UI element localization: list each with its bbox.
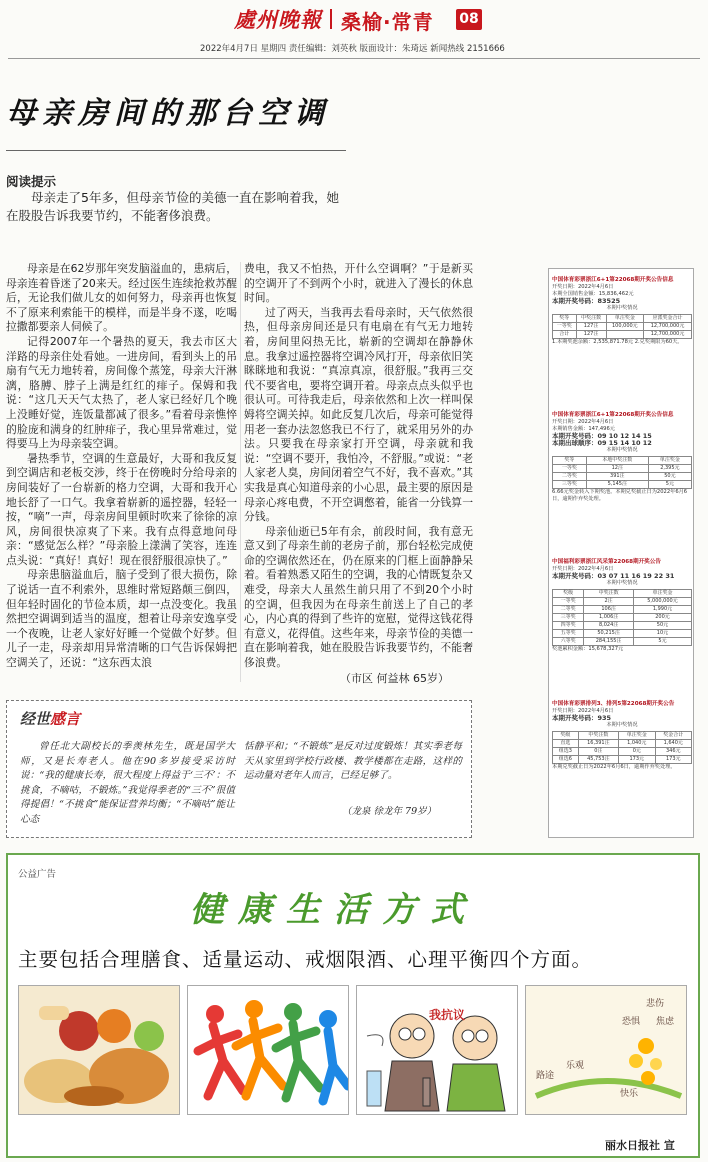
table-cell: 奖级 bbox=[553, 732, 579, 740]
ad-title: 健康生活方式 bbox=[190, 890, 478, 930]
lottery-table bbox=[552, 589, 692, 646]
winning-number: 03 07 11 16 19 22 31 bbox=[597, 572, 675, 580]
table-row bbox=[553, 481, 692, 489]
table-cell: 5元 bbox=[633, 638, 691, 646]
table-cell: 1,040元 bbox=[619, 740, 655, 748]
exercise-illustration bbox=[187, 985, 349, 1115]
lottery-line: 开奖日期：2022年4月6日 bbox=[552, 284, 614, 290]
lottery-title: 中国体育彩票浙江6+1第22068期开奖公告信息 bbox=[552, 277, 674, 283]
smoking-drinking-illustration bbox=[356, 985, 518, 1115]
table-cell: 单注奖金 bbox=[633, 590, 691, 598]
logo-prefix: 经世 bbox=[20, 710, 51, 728]
number-label: 本期开奖号码： bbox=[552, 572, 598, 580]
table-cell: 45,753注 bbox=[578, 756, 618, 764]
lottery-block bbox=[552, 412, 692, 503]
table-cell: 127注 bbox=[576, 331, 606, 339]
lottery-table bbox=[552, 314, 692, 339]
table-cell: 200元 bbox=[633, 614, 691, 622]
lottery-block bbox=[552, 559, 692, 653]
masthead-section-name: 桑榆·常青 bbox=[341, 10, 434, 34]
table-cell: 50,215注 bbox=[584, 630, 634, 638]
masthead-separator bbox=[330, 9, 332, 29]
table-row bbox=[553, 598, 692, 606]
lottery-line: 开奖日期：2022年4月6日 bbox=[552, 708, 614, 714]
quote-box-logo bbox=[20, 708, 80, 729]
table-row bbox=[553, 630, 692, 638]
lottery-table bbox=[552, 731, 692, 764]
table-cell: 127注 bbox=[576, 323, 606, 331]
paragraph: 母亲患脑溢血后，脑子受到了很大损伤，除了说话一直不利索外，思维时常短路颠三倒四，但年轻时固化的节俭本质，却一点没变化。我虽然把空调调到适当的温度，想着让母亲安逸享受一个夜晚，让老人家好好睡一个觉做个好梦。但儿子一走，母亲却用异常清晰的口气告诉保姆把空调关了，还说：“这东西太浪 bbox=[6, 568, 237, 670]
table-cell: 三等奖 bbox=[553, 614, 584, 622]
reading-tip-title: 阅读提示 bbox=[6, 174, 57, 189]
winning-number: 09 10 12 14 15 bbox=[597, 432, 652, 440]
table-header: 奖等 bbox=[553, 315, 577, 323]
table-row bbox=[553, 622, 692, 630]
table-cell: 8,024注 bbox=[584, 622, 634, 630]
number-label: 本期开奖号码： bbox=[552, 714, 598, 722]
lottery-block bbox=[552, 277, 692, 346]
table-cell: 一等奖 bbox=[553, 323, 577, 331]
lottery-subhead: 本期中奖情况 bbox=[606, 447, 638, 453]
lottery-title: 中国福利彩票浙江风采第22068期开奖公告 bbox=[552, 559, 661, 565]
lottery-line: 开奖日期：2022年4月6日 bbox=[552, 566, 614, 572]
lottery-block bbox=[552, 701, 692, 771]
table-row bbox=[553, 740, 692, 748]
reading-tip-text: 母亲走了5年多，但母亲节俭的美德一直在影响着我，她在股股告诉我要节约，不能奢侈浪费。 bbox=[6, 190, 339, 223]
quote-signature: （龙泉 徐龙年 79岁） bbox=[342, 806, 437, 817]
lottery-table bbox=[552, 456, 692, 489]
lottery-notes: 1.本期奖池余额：2,535,871.78元 2.兑奖期限为60天。 bbox=[552, 339, 683, 345]
table-cell: 0注 bbox=[578, 748, 618, 756]
ad-tag: 公益广告 bbox=[18, 869, 57, 880]
food-icon bbox=[19, 986, 180, 1115]
masthead-rule bbox=[8, 58, 700, 59]
table-cell: 单注奖金 bbox=[648, 457, 691, 465]
article-headline: 母亲房间的那台空调 bbox=[6, 96, 330, 131]
paragraph: 过了两天，当我再去看母亲时，天气依然很热，但母亲房间还是只有电扇在有气无力地转着，房间里闷热无比，崭新的空调却在静静休息。我拿过遥控器将空调冷风打开，母亲依旧笑眯眯地和我说：“真凉真凉，很舒服。”我再三交代不要省电，要将空调开着。母亲点点头似乎也很认可。可待我走后，母亲依然和上次一样叫保姆将空调关掉。如此反复几次后，母亲可能觉得用老一套办法忽悠我已不行了，就采用另外的办法。只要我在母亲家打开空调，母亲就和我说：“空调不要开，我怕冷，不舒服。”或说：“老人家老人臭，房间闭着空气不好，我不喜欢。”其实我是真心知道母亲的小心思，最主要的原因是母亲心疼电费，不开空调憋着，能省一分钱算一分钱。 bbox=[244, 305, 473, 524]
table-cell: 173元 bbox=[619, 756, 655, 764]
lottery-subhead: 本期中奖情况 bbox=[606, 580, 638, 586]
table-row bbox=[553, 323, 692, 331]
table-cell: 284,155注 bbox=[584, 638, 634, 646]
order-label: 本期出球顺序： bbox=[552, 439, 598, 447]
table-row bbox=[553, 465, 692, 473]
table-cell bbox=[606, 331, 643, 339]
headline-rule bbox=[6, 150, 346, 151]
runners-icon bbox=[188, 986, 349, 1115]
table-row bbox=[553, 748, 692, 756]
table-cell: 奖等 bbox=[553, 457, 587, 465]
draw-order: 09 15 14 10 12 bbox=[597, 439, 652, 447]
table-row bbox=[553, 473, 692, 481]
paragraph: 费电，我又不怕热，开什么空调啊？”于是新买的空调开了不到两个小时，就进入了漫长的休息时间。 bbox=[244, 262, 473, 305]
table-row bbox=[553, 638, 692, 646]
table-cell: 中奖注数 bbox=[578, 732, 618, 740]
ad-credit: 丽水日报社 宣 bbox=[605, 1139, 675, 1152]
lottery-line: 本期全国销售金额：15,836,462元 bbox=[552, 291, 634, 297]
table-header: 单注奖金 bbox=[606, 315, 643, 323]
table-cell: 一等奖 bbox=[553, 465, 587, 473]
table-cell: 本地中奖注数 bbox=[586, 457, 648, 465]
table-cell: 5,145注 bbox=[586, 481, 648, 489]
table-cell: 1,006注 bbox=[584, 614, 634, 622]
lottery-sidebar bbox=[548, 268, 694, 838]
table-cell: 直选 bbox=[553, 740, 579, 748]
table-cell: 50元 bbox=[648, 473, 691, 481]
table-cell: 四等奖 bbox=[553, 622, 584, 630]
emotion-word: 焦虑 bbox=[656, 1017, 675, 1027]
paragraph: 暑热季节，空调的生意最好，大哥和我反复到空调店和老板交涉，终于在傍晚时分给母亲的房间装好了一台崭新的格力空调，大哥和我开心地长舒了一口气。我拿着崭新的遥控器，轻轻一按，“嘀”一声，母亲房间里顿时吹来了徐徐的凉风，房间很快凉爽了下来。我有点得意地问母亲：“感觉怎么样？”母亲脸上漾满了笑容，连连点头说：“真好！真好！现在很舒服很凉快了。” bbox=[6, 451, 237, 567]
table-cell: 10元 bbox=[633, 630, 691, 638]
lottery-notes: 本期兑奖截止日为2022年6月6日，逾期作弃奖处理。 bbox=[552, 764, 676, 770]
table-cell: 合计 bbox=[553, 331, 577, 339]
table-cell: 组选6 bbox=[553, 756, 579, 764]
table-cell: 106注 bbox=[584, 606, 634, 614]
page-number-badge: 08 bbox=[456, 9, 482, 30]
ad-subtitle: 主要包括合理膳食、适量运动、戒烟限酒、心理平衡四个方面。 bbox=[18, 948, 593, 971]
table-row bbox=[553, 614, 692, 622]
article-byline: （市区 何益林 65岁） bbox=[340, 672, 449, 685]
table-cell: 391注 bbox=[586, 473, 648, 481]
article-column-2 bbox=[244, 262, 473, 671]
table-header: 中奖注数 bbox=[576, 315, 606, 323]
lottery-title: 中国体育彩票排列3、排列5第22068期开奖公告 bbox=[552, 701, 675, 707]
table-cell: 五等奖 bbox=[553, 630, 584, 638]
emotion-word: 悲伤 bbox=[646, 999, 665, 1009]
table-cell: 2,395元 bbox=[648, 465, 691, 473]
table-cell: 1,990元 bbox=[633, 606, 691, 614]
lottery-subhead: 本期中奖情况 bbox=[606, 305, 638, 311]
emotion-word: 乐观 bbox=[566, 1061, 585, 1071]
table-row bbox=[553, 606, 692, 614]
table-cell: 5元 bbox=[648, 481, 691, 489]
quote-column-2: 恬静平和；“不锻炼”是反对过度锻炼！其实季老每天从家里到学校行政楼、教学楼都在走路，这样的运动量对老年人而言，已经足够了。 bbox=[244, 741, 462, 781]
table-cell: 六等奖 bbox=[553, 638, 584, 646]
paragraph: 记得2007年一个暑热的夏天，我去市区大洋路的母亲住处看她。一进房间，看到头上的吊扇有气无力地转着，房间像个蒸笼，母亲大汗淋漓，胳膊、脖子上满是红红的痱子。保姆和我说：“这几天天气太热了，老人家已经好几个晚上没睡好觉，连饭量都减了很多。”看着母亲憔悴的脸庞和满身的红肿痱子，我心里异常难过，觉得要马上为母亲装空调。 bbox=[6, 334, 237, 451]
lottery-subhead: 本期中奖情况 bbox=[606, 722, 638, 728]
table-cell: 奖金合计 bbox=[655, 732, 691, 740]
ad-protest-text: 我抗议 bbox=[429, 1008, 466, 1022]
table-cell: 50元 bbox=[633, 622, 691, 630]
table-cell: 173元 bbox=[655, 756, 691, 764]
table-cell: 二等奖 bbox=[553, 606, 584, 614]
table-row bbox=[553, 756, 692, 764]
emotion-word: 路途 bbox=[536, 1071, 555, 1081]
table-cell: 5,000,000元 bbox=[633, 598, 691, 606]
food-illustration bbox=[18, 985, 180, 1115]
table-cell: 单注奖金 bbox=[619, 732, 655, 740]
lottery-line: 开奖日期：2022年4月6日 bbox=[552, 419, 614, 425]
table-cell: 12,700,000元 bbox=[644, 323, 692, 331]
emotion-word: 恐惧 bbox=[622, 1017, 641, 1027]
winning-number: 83525 bbox=[597, 297, 621, 305]
lottery-title: 中国体育彩票浙江6+1第22068期开奖公告信息 bbox=[552, 412, 674, 418]
lottery-line: 本期销售金额：147,496元 bbox=[552, 426, 615, 432]
paragraph: 母亲是在62岁那年突发脑溢血的，患病后，母亲连着昏迷了20来天。经过医生连续抢救苏醒后，无论我们做儿女的如何努力，母亲再也恢复不了原来利索能干的模样，而是半身不遂，吃喝拉撒都要亲人伺候了。 bbox=[6, 262, 237, 334]
number-label: 本期开奖号码： bbox=[552, 432, 598, 440]
lottery-notes: 奖池累积金额：15,678,327元 bbox=[552, 646, 624, 652]
table-cell: 二等奖 bbox=[553, 473, 587, 481]
paragraph: 母亲仙逝已5年有余，前段时间，我有意无意又到了母亲生前的老房子前，那台轻松完成使命的空调依然还在，仍在原来的门框上面静静呆着。看着熟悉又陌生的空调，我的心情既复杂又难受，母亲大人虽然生前只用了不到20个小时的空调，但我因为在母亲生前送上了自己的孝心，内心真的得到了些许的宽慰，觉得这钱花得有意义，花得值。这些年来，母亲节俭的美德一直在影响着我，她在股股告诉我要节约，不能奢侈浪费。 bbox=[244, 524, 473, 670]
table-cell: 组选3 bbox=[553, 748, 579, 756]
column-divider bbox=[240, 262, 241, 682]
number-label: 本期开奖号码： bbox=[552, 297, 598, 305]
dateline: 2022年4月7日 星期四 责任编辑：刘英秋 版面设计：朱琦远 新闻热线 2151666 bbox=[200, 44, 505, 54]
table-header: 应派奖金合计 bbox=[644, 315, 692, 323]
table-cell: 1,640元 bbox=[655, 740, 691, 748]
table-cell: 奖级 bbox=[553, 590, 584, 598]
masthead-paper-name: 處州晚報 bbox=[234, 7, 322, 32]
table-cell: 12注 bbox=[586, 465, 648, 473]
quote-column-1: 曾任北大副校长的季羡林先生，既是国学大师，又是长寿老人。他在90多岁接受采访时说：“我的健康长寿，很大程度上得益于‘三不’：不挑食，不嘀咕，不锻炼。”我觉得季老的“三不”很值得提倡！“不挑食”能保证营养均衡；“不嘀咕”能让心态 bbox=[20, 741, 235, 825]
lottery-notes: 6.66元奖金转入下期奖池。本期兑奖截止日为2022年6月6日，逾期作弃奖处理。 bbox=[552, 489, 688, 502]
table-row bbox=[553, 331, 692, 339]
table-cell: 中奖注数 bbox=[584, 590, 634, 598]
mental-balance-illustration bbox=[525, 985, 687, 1115]
table-cell: 16,391注 bbox=[578, 740, 618, 748]
table-cell: 346元 bbox=[655, 748, 691, 756]
winning-number: 935 bbox=[597, 714, 612, 722]
table-cell: 一等奖 bbox=[553, 598, 584, 606]
table-cell: 12,700,000元 bbox=[644, 331, 692, 339]
table-cell: 100,000元 bbox=[606, 323, 643, 331]
emotion-word: 快乐 bbox=[620, 1089, 639, 1099]
article-column-1 bbox=[6, 262, 237, 671]
table-cell: 2注 bbox=[584, 598, 634, 606]
table-cell: 0元 bbox=[619, 748, 655, 756]
logo-accent: 感言 bbox=[50, 710, 81, 728]
table-cell: 三等奖 bbox=[553, 481, 587, 489]
